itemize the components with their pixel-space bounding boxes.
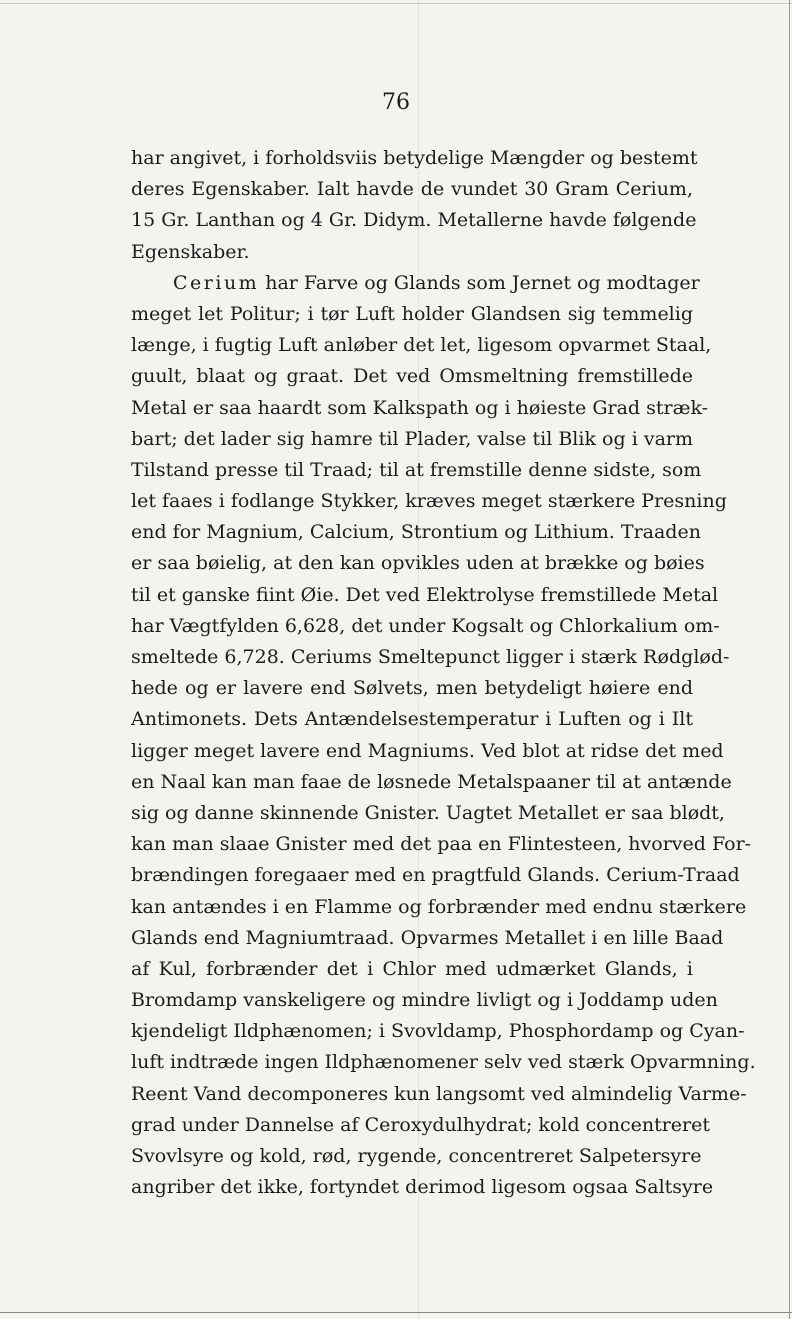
text-line: grad under Dannelse af Ceroxydulhydrat; kold concentreret <box>131 1113 711 1136</box>
text-line: Metal er saa haardt som Kalkspath og i høieste Grad stræk- <box>131 396 709 419</box>
term-cerium: Cerium <box>173 271 260 294</box>
text-line: Antimonets. Dets Antændelsestemperatur i Luften og i Ilt <box>131 708 693 731</box>
text-line: har Vægtfylden 6,628, det under Kogsalt og Chlorkalium om- <box>131 614 720 637</box>
body-text <box>131 143 756 1235</box>
text-line: Egenskaber. <box>131 240 250 263</box>
text-line: smeltede 6,728. Ceriums Smeltepunct ligger i stærk Rødglød- <box>131 646 730 668</box>
text-line: af Kul, forbrænder det i Chlor med udmærket Glands, i <box>131 957 693 980</box>
text-line: angriber det ikke, fortyndet derimod ligesom ogsaa Saltsyre <box>131 1176 714 1199</box>
text-line: kjendeligt Ildphænomen; i Svovldamp, Phosphordamp og Cyan- <box>131 1020 745 1043</box>
text-line: sig og danne skinnende Gnister. Uagtet Metallet er saa blødt, <box>131 801 725 824</box>
text-line: en Naal kan man faae de løsnede Metalspaaner til at antænde <box>131 770 732 793</box>
text-line: Glands end Magniumtraad. Opvarmes Metallet i en lille Baad <box>131 926 724 949</box>
text-line: meget let Politur; i tør Luft holder Glandsen sig temmelig <box>131 302 693 325</box>
text-line: Bromdamp vanskeligere og mindre livligt og i Joddamp uden <box>131 989 718 1012</box>
text-line: 15 Gr. Lanthan og 4 Gr. Didym. Metallerne havde følgende <box>131 209 697 232</box>
text-line: til et ganske fiint Øie. Det ved Elektrolyse fremstillede Metal <box>131 583 719 606</box>
text-line-first <box>131 268 700 299</box>
text-line: Tilstand presse til Traad; til at fremstille denne sidste, som <box>131 458 702 481</box>
text-line: brændingen foregaaer med en pragtfuld Glands. Cerium-Traad <box>131 864 740 887</box>
text-line: guult, blaat og graat. Det ved Omsmeltning fremstillede <box>131 365 693 388</box>
text-line: ligger meget lavere end Magniums. Ved blot at ridse det med <box>131 739 724 762</box>
page-right-edge <box>789 0 790 1319</box>
text-line: luft indtræde ingen Ildphænomener selv ved stærk Opvarmning. <box>131 1051 756 1074</box>
text-line: er saa bøielig, at den kan opvikles uden at brække og bøies <box>131 552 705 575</box>
text-line: deres Egenskaber. Ialt havde de vundet 30 Gram Cerium, <box>131 178 693 201</box>
text-line: bart; det lader sig hamre til Plader, valse til Blik og i varm <box>131 427 693 450</box>
text-line: Svovlsyre og kold, rød, rygende, concentreret Salpetersyre <box>131 1145 702 1167</box>
text-line: længe, i fugtig Luft anløber det let, ligesom opvarmet Staal, <box>131 334 712 357</box>
text-line: har angivet, i forholdsviis betydelige Mængder og bestemt <box>131 147 698 169</box>
page-top-edge <box>0 3 792 4</box>
text-line: let faaes i fodlange Stykker, kræves meget stærkere Presning <box>131 490 727 513</box>
page-bottom-rule <box>0 1312 792 1313</box>
text-line: Reent Vand decomponeres kun langsomt ved almindelig Varme- <box>131 1082 747 1105</box>
text-line: end for Magnium, Calcium, Strontium og Lithium. Traaden <box>131 521 701 544</box>
text-line: kan man slaae Gnister med det paa en Flintesteen, hvorved For- <box>131 833 752 856</box>
text-line <box>131 1203 693 1234</box>
page-number: 76 <box>382 90 410 115</box>
text-line: hede og er lavere end Sølvets, men betydeligt høiere end <box>131 677 693 700</box>
text-line-rest: har Farve og Glands som Jernet og modtager <box>259 271 700 294</box>
text-line: kan antændes i en Flamme og forbrænder med endnu stærkere <box>131 895 747 918</box>
